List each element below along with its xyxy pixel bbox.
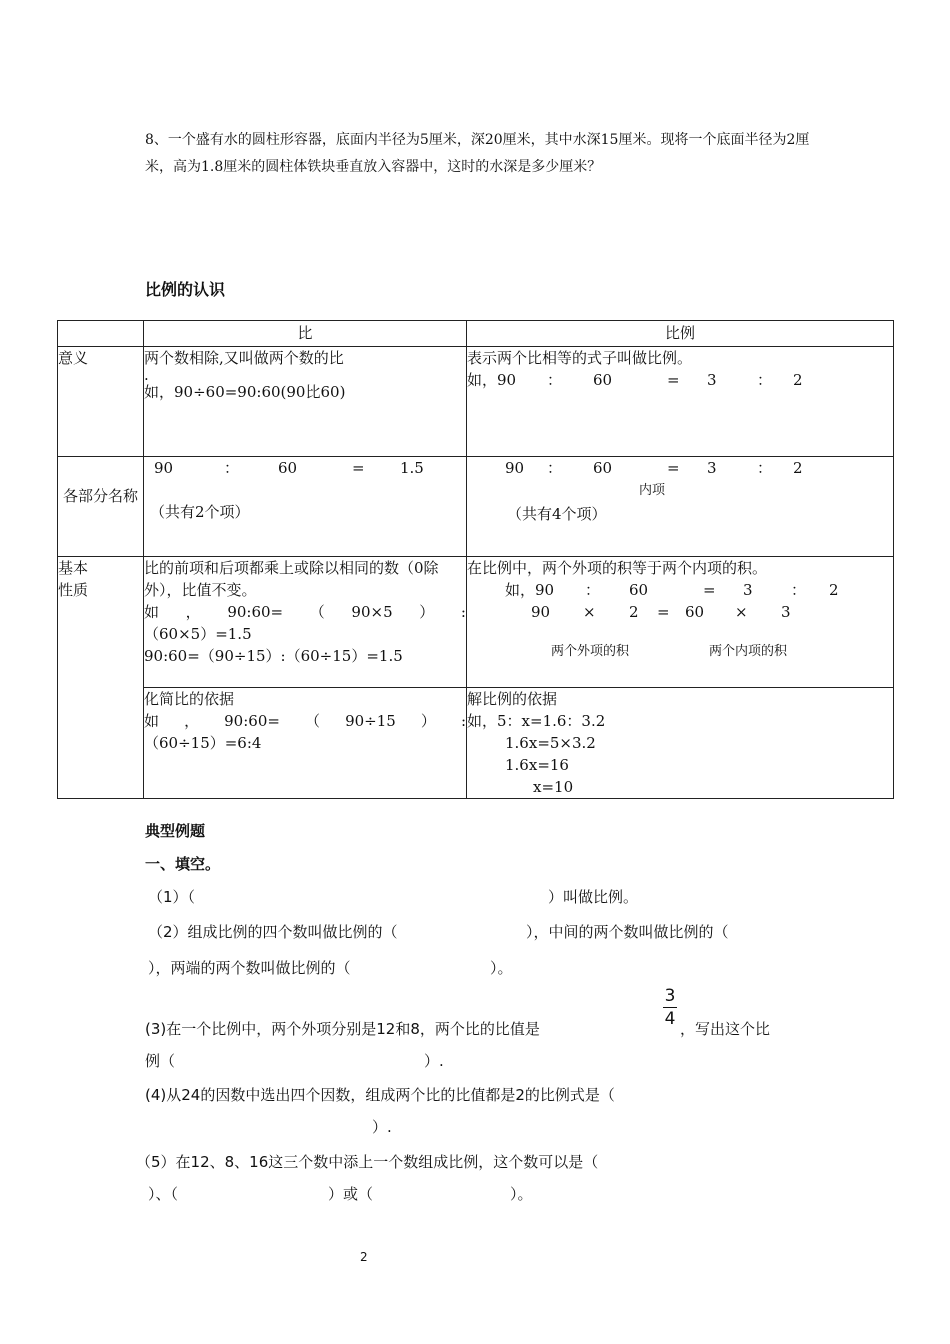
expr-colon: ： [547, 459, 563, 477]
expr-term: 1.5 [400, 459, 424, 477]
expr-term: 2 [793, 371, 803, 389]
fill-in-title: 一、填空。 [145, 855, 221, 873]
fraction-three-quarters [663, 986, 677, 1029]
inner-product-label: 两个内项的积 [709, 644, 788, 659]
expr-colon: ： [547, 371, 563, 389]
section-title: 比例的认识 [145, 280, 226, 299]
expr-equals: = [657, 603, 670, 621]
examples-title: 典型例题 [145, 822, 206, 840]
solve-step-4: x=10 [533, 778, 574, 796]
parts-ratio-cell [144, 457, 467, 557]
basic-ratio-example-2: 90:60=（90÷15）:（60÷15）=1.5 [144, 647, 403, 665]
basic-proportion-product-labels [467, 633, 893, 673]
expr-term: 2 [793, 459, 803, 477]
simplify-example-1a: 如，90:60=（90÷15）: [144, 712, 466, 730]
question-5-line1: （5）在12、8、16这三个数中添上一个数组成比例，这个数可以是（ [136, 1153, 599, 1171]
solve-step-2: 1.6x=5×3.2 [505, 734, 596, 752]
meaning-ratio-text: 两个数相除,又叫做两个数的比 [144, 349, 344, 367]
expr-equals: = [352, 459, 365, 477]
expr-term: 90 [154, 459, 174, 477]
question-3-line2b: ）. [424, 1052, 444, 1070]
ratio-proportion-table [57, 320, 894, 799]
simplify-basis-title: 化简比的依据 [144, 690, 235, 708]
question-1-end: ）叫做比例。 [548, 888, 639, 906]
parts-proportion-expression [467, 457, 893, 479]
expr-term: 2 [829, 581, 839, 599]
basic-ratio-rule: 比的前项和后项都乘上或除以相同的数（0除外），比值不变。 [144, 559, 439, 599]
expr-colon: ： [757, 371, 773, 389]
expr-term: 60 [593, 371, 613, 389]
question-4-line2: ）. [372, 1118, 392, 1136]
meaning-ratio-example: 如，90÷60=90:60(90比60) [144, 383, 346, 401]
expr-term: 90 [505, 459, 525, 477]
question-1-start: （1）（ [148, 888, 196, 906]
expr-term: 60 [629, 581, 649, 599]
expr-term: 3 [707, 459, 717, 477]
header-proportion: 比例 [467, 321, 894, 347]
expr-equals: = [667, 371, 680, 389]
parts-proportion-cell [467, 457, 894, 557]
expr-colon: ： [585, 581, 601, 599]
question-5-line2b: ）或（ [328, 1185, 374, 1203]
parts-inner-label: 内项 [639, 483, 666, 498]
question-5-line2c: ）。 [510, 1185, 533, 1203]
simplify-example-1b: （60÷15）=6:4 [144, 734, 262, 752]
basis-proportion-cell [467, 688, 894, 799]
question-4-line1: (4)从24的因数中选出四个因数，组成两个比的比值都是2的比例式是（ [145, 1086, 615, 1104]
fraction-bar [663, 1007, 677, 1008]
meaning-proportion-cell [467, 347, 894, 457]
header-ratio: 比 [144, 321, 467, 347]
question-8: 8、一个盛有水的圆柱形容器，底面内半径为5厘米，深20厘米，其中水深15厘米。现将一个底面半径为2厘米，高为1.8厘米的圆柱体铁块垂直放入容器中，这时的水深是多少厘米？ [145, 132, 810, 175]
question-3-line2a: 例（ [145, 1052, 176, 1070]
basic-ratio-example-1a: 如，90:60=（90×5）: [144, 603, 466, 621]
basis-ratio-cell [144, 688, 467, 799]
row-label-basic-property: 基本性质 [58, 557, 144, 799]
page-number: 2 [360, 1250, 368, 1264]
basic-ratio-cell [144, 557, 467, 688]
fraction-numerator: 3 [664, 986, 676, 1006]
meaning-proportion-example [467, 369, 893, 391]
expr-colon: ： [757, 459, 773, 477]
expr-term: 如，90 [467, 371, 517, 389]
question-2-mid: ），中间的两个数叫做比例的（ [526, 923, 729, 941]
basic-proportion-cell [467, 557, 894, 688]
fraction-denominator: 4 [664, 1009, 676, 1029]
expr-times: × [735, 603, 748, 621]
expr-equals: = [703, 581, 716, 599]
meaning-ratio-dot: . [144, 366, 149, 384]
expr-term: 3 [743, 581, 753, 599]
question-2-line1: （2）组成比例的四个数叫做比例的（ [148, 923, 398, 941]
parts-ratio-expression [144, 457, 466, 479]
basic-ratio-example-1b: （60×5）=1.5 [144, 625, 252, 643]
expr-colon: ： [224, 459, 240, 477]
expr-term: 60 [278, 459, 298, 477]
table-corner [58, 321, 144, 347]
expr-term: 3 [707, 371, 717, 389]
expr-colon: ： [791, 581, 807, 599]
meaning-ratio-cell [144, 347, 467, 457]
expr-term: 2 [629, 603, 639, 621]
parts-proportion-note: （共有4个项） [507, 505, 607, 523]
basic-proportion-example [467, 579, 893, 601]
expr-term: 3 [781, 603, 791, 621]
question-5-line2a: ）、（ [148, 1185, 179, 1203]
row-label-parts: 各部分名称 [58, 457, 144, 557]
expr-term: 如，90 [505, 581, 555, 599]
expr-equals: = [667, 459, 680, 477]
solve-step-1: 如，5：x=1.6：3.2 [467, 712, 606, 730]
question-2-line2b: ）。 [490, 959, 513, 977]
solve-step-3: 1.6x=16 [505, 756, 569, 774]
row-label-meaning: 意义 [58, 347, 144, 457]
question-3-line1: (3)在一个比例中，两个外项分别是12和8，两个比的比值是 [145, 1020, 540, 1038]
basic-proportion-product [467, 601, 893, 623]
question-3-line1-end: ，写出这个比 [680, 1020, 771, 1038]
basic-proportion-rule: 在比例中，两个外项的积等于两个内项的积。 [467, 559, 768, 577]
meaning-proportion-text: 表示两个比相等的式子叫做比例。 [467, 349, 693, 367]
parts-ratio-note: （共有2个项） [150, 503, 250, 521]
solve-basis-title: 解比例的依据 [467, 690, 558, 708]
expr-term: 60 [685, 603, 705, 621]
outer-product-label: 两个外项的积 [551, 644, 630, 659]
question-2-line2a: ），两端的两个数叫做比例的（ [148, 959, 351, 977]
expr-term: 90 [531, 603, 551, 621]
expr-times: × [583, 603, 596, 621]
expr-term: 60 [593, 459, 613, 477]
